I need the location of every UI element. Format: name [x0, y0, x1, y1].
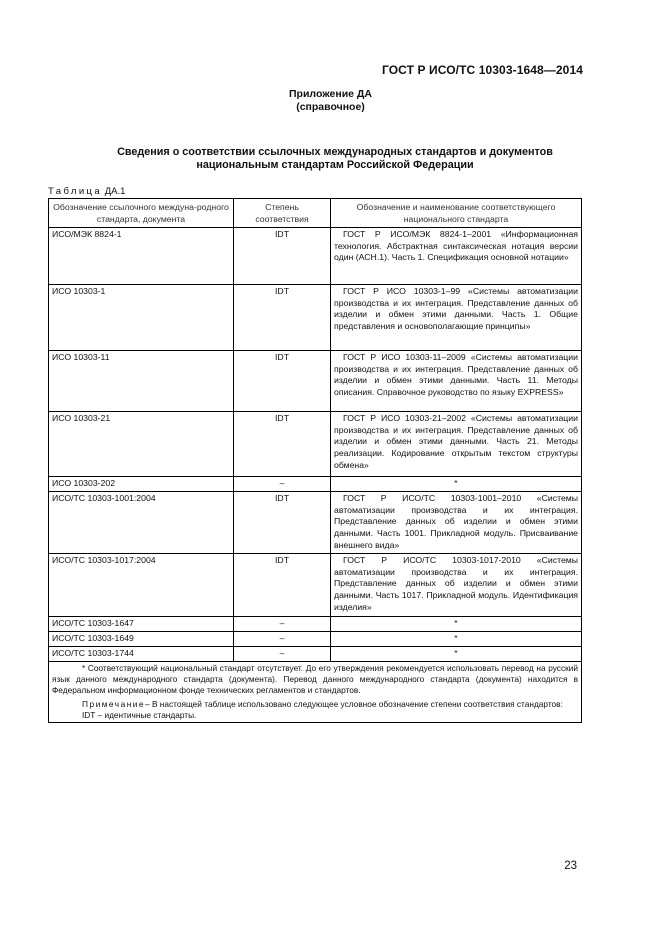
cell-national: [331, 554, 582, 617]
cell-reference: ИСО 10303-21: [49, 412, 234, 477]
cell-reference: ИСО/ТС 10303-1744: [49, 647, 234, 662]
cell-national-text: ГОСТ Р ИСО/ТС 10303-1017-2010 «Системы автоматизации производства и их интеграция. Представление данных об изделии и обмен этими данными. Часть 1017. Прикладной модуль. Идентификация изделия»: [334, 555, 578, 612]
cell-degree: –: [234, 477, 331, 492]
cell-degree: IDT: [234, 351, 331, 412]
note-text: – В настоящей таблице использовано следующее условное обозначение степени соответствия стандартов:: [145, 699, 563, 710]
cell-degree: –: [234, 617, 331, 632]
cell-national: *: [331, 632, 582, 647]
cell-degree: –: [234, 632, 331, 647]
note: [52, 699, 578, 710]
section-title-line-2: национальным стандартам Российской Федерации: [196, 159, 474, 171]
cell-national-text: ГОСТ Р ИСО/ТС 10303-1001–2010 «Системы автоматизации производства и их интеграция. Представление данных об изделии и обмен этими данными. Часть 1001. Прикладной модуль. Присваивание внешнего вида»: [334, 493, 578, 550]
cell-reference: ИСО 10303-202: [49, 477, 234, 492]
table-row: [49, 632, 582, 647]
column-header-national: Обозначение и наименование соответствующего национального стандарта: [331, 199, 582, 228]
cell-degree: IDT: [234, 285, 331, 351]
page-number: 23: [564, 860, 577, 872]
cell-degree: IDT: [234, 228, 331, 285]
cell-national: [331, 285, 582, 351]
column-header-degree: Степень соответствия: [234, 199, 331, 228]
cell-national-text: ГОСТ Р ИСО 10303-21–2002 «Системы автоматизации производства и их интеграция. Представление данных об изделии и обмен этими данными. Часть 21. Методы реализации. Кодирование открытым текстом структуры обмена»: [334, 413, 578, 470]
cell-national: [331, 228, 582, 285]
cell-national-text: ГОСТ Р ИСО/МЭК 8824-1–2001 «Информационная технология. Абстрактная синтаксическая нотация версии один (АСН.1). Часть 1. Спецификация основной нотации»: [334, 229, 578, 263]
column-header-reference: Обозначение ссылочного междуна-родного стандарта, документа: [49, 199, 234, 228]
cell-national: [331, 412, 582, 477]
table-row: [49, 647, 582, 662]
table-row: [49, 228, 582, 285]
cell-reference: ИСО/ТС 10303-1647: [49, 617, 234, 632]
note-label: Примечание: [82, 699, 146, 710]
cell-degree: –: [234, 647, 331, 662]
cell-national-text: ГОСТ Р ИСО 10303-11–2009 «Системы автоматизации производства и их интеграция. Представление данных об изделии и обмен этими данными. Часть 11. Методы описания. Справочное руководство по языку EXPRESS»: [334, 352, 578, 397]
cell-national: *: [331, 617, 582, 632]
table-notes-row: [49, 662, 582, 723]
cell-reference: ИСО/ТС 10303-1649: [49, 632, 234, 647]
table-row: [49, 351, 582, 412]
footnote: * Соответствующий национальный стандарт отсутствует. До его утверждения рекомендуется использовать перевод на русский язык данного международного стандарта (документа). Перевод данного международного стандарта (документа) находится в Федеральном информационном фонде технических регламентов и стандартов.: [52, 663, 578, 696]
cell-degree: IDT: [234, 412, 331, 477]
cell-degree: IDT: [234, 554, 331, 617]
table-row: [49, 285, 582, 351]
cell-reference: ИСО/ТС 10303-1017:2004: [49, 554, 234, 617]
section-title: [60, 146, 610, 172]
cell-reference: ИСО/МЭК 8824-1: [49, 228, 234, 285]
table-notes: [49, 662, 582, 723]
cell-reference: ИСО 10303-1: [49, 285, 234, 351]
table-header-row: [49, 199, 582, 228]
cell-national-text: ГОСТ Р ИСО 10303-1–99 «Системы автоматизации производства и их интеграция. Представление данных об изделии и обмен этими данными. Часть 1. Общие представления и основополагающие принципы»: [334, 286, 578, 331]
cell-degree: IDT: [234, 492, 331, 554]
document-code: ГОСТ Р ИСО/ТС 10303-1648—2014: [382, 63, 583, 77]
appendix-subtitle: (справочное): [296, 101, 365, 113]
correspondence-table: [48, 198, 582, 723]
cell-national: *: [331, 647, 582, 662]
cell-national: *: [331, 477, 582, 492]
section-title-line-1: Сведения о соответствии ссылочных международных стандартов и документов: [117, 146, 553, 158]
table-row: [49, 492, 582, 554]
table-row: [49, 617, 582, 632]
table-caption: [48, 186, 125, 197]
cell-national: [331, 351, 582, 412]
table-caption-number: ДА.1: [104, 186, 126, 197]
table-row: [49, 554, 582, 617]
table-row: [49, 477, 582, 492]
table-row: [49, 412, 582, 477]
cell-reference: ИСО 10303-11: [49, 351, 234, 412]
appendix-title: Приложение ДА: [289, 88, 372, 100]
appendix-heading: [0, 88, 661, 114]
cell-reference: ИСО/ТС 10303-1001:2004: [49, 492, 234, 554]
note-idt: IDT – идентичные стандарты.: [82, 710, 197, 721]
cell-national: [331, 492, 582, 554]
table-caption-word: Таблица: [48, 186, 103, 197]
